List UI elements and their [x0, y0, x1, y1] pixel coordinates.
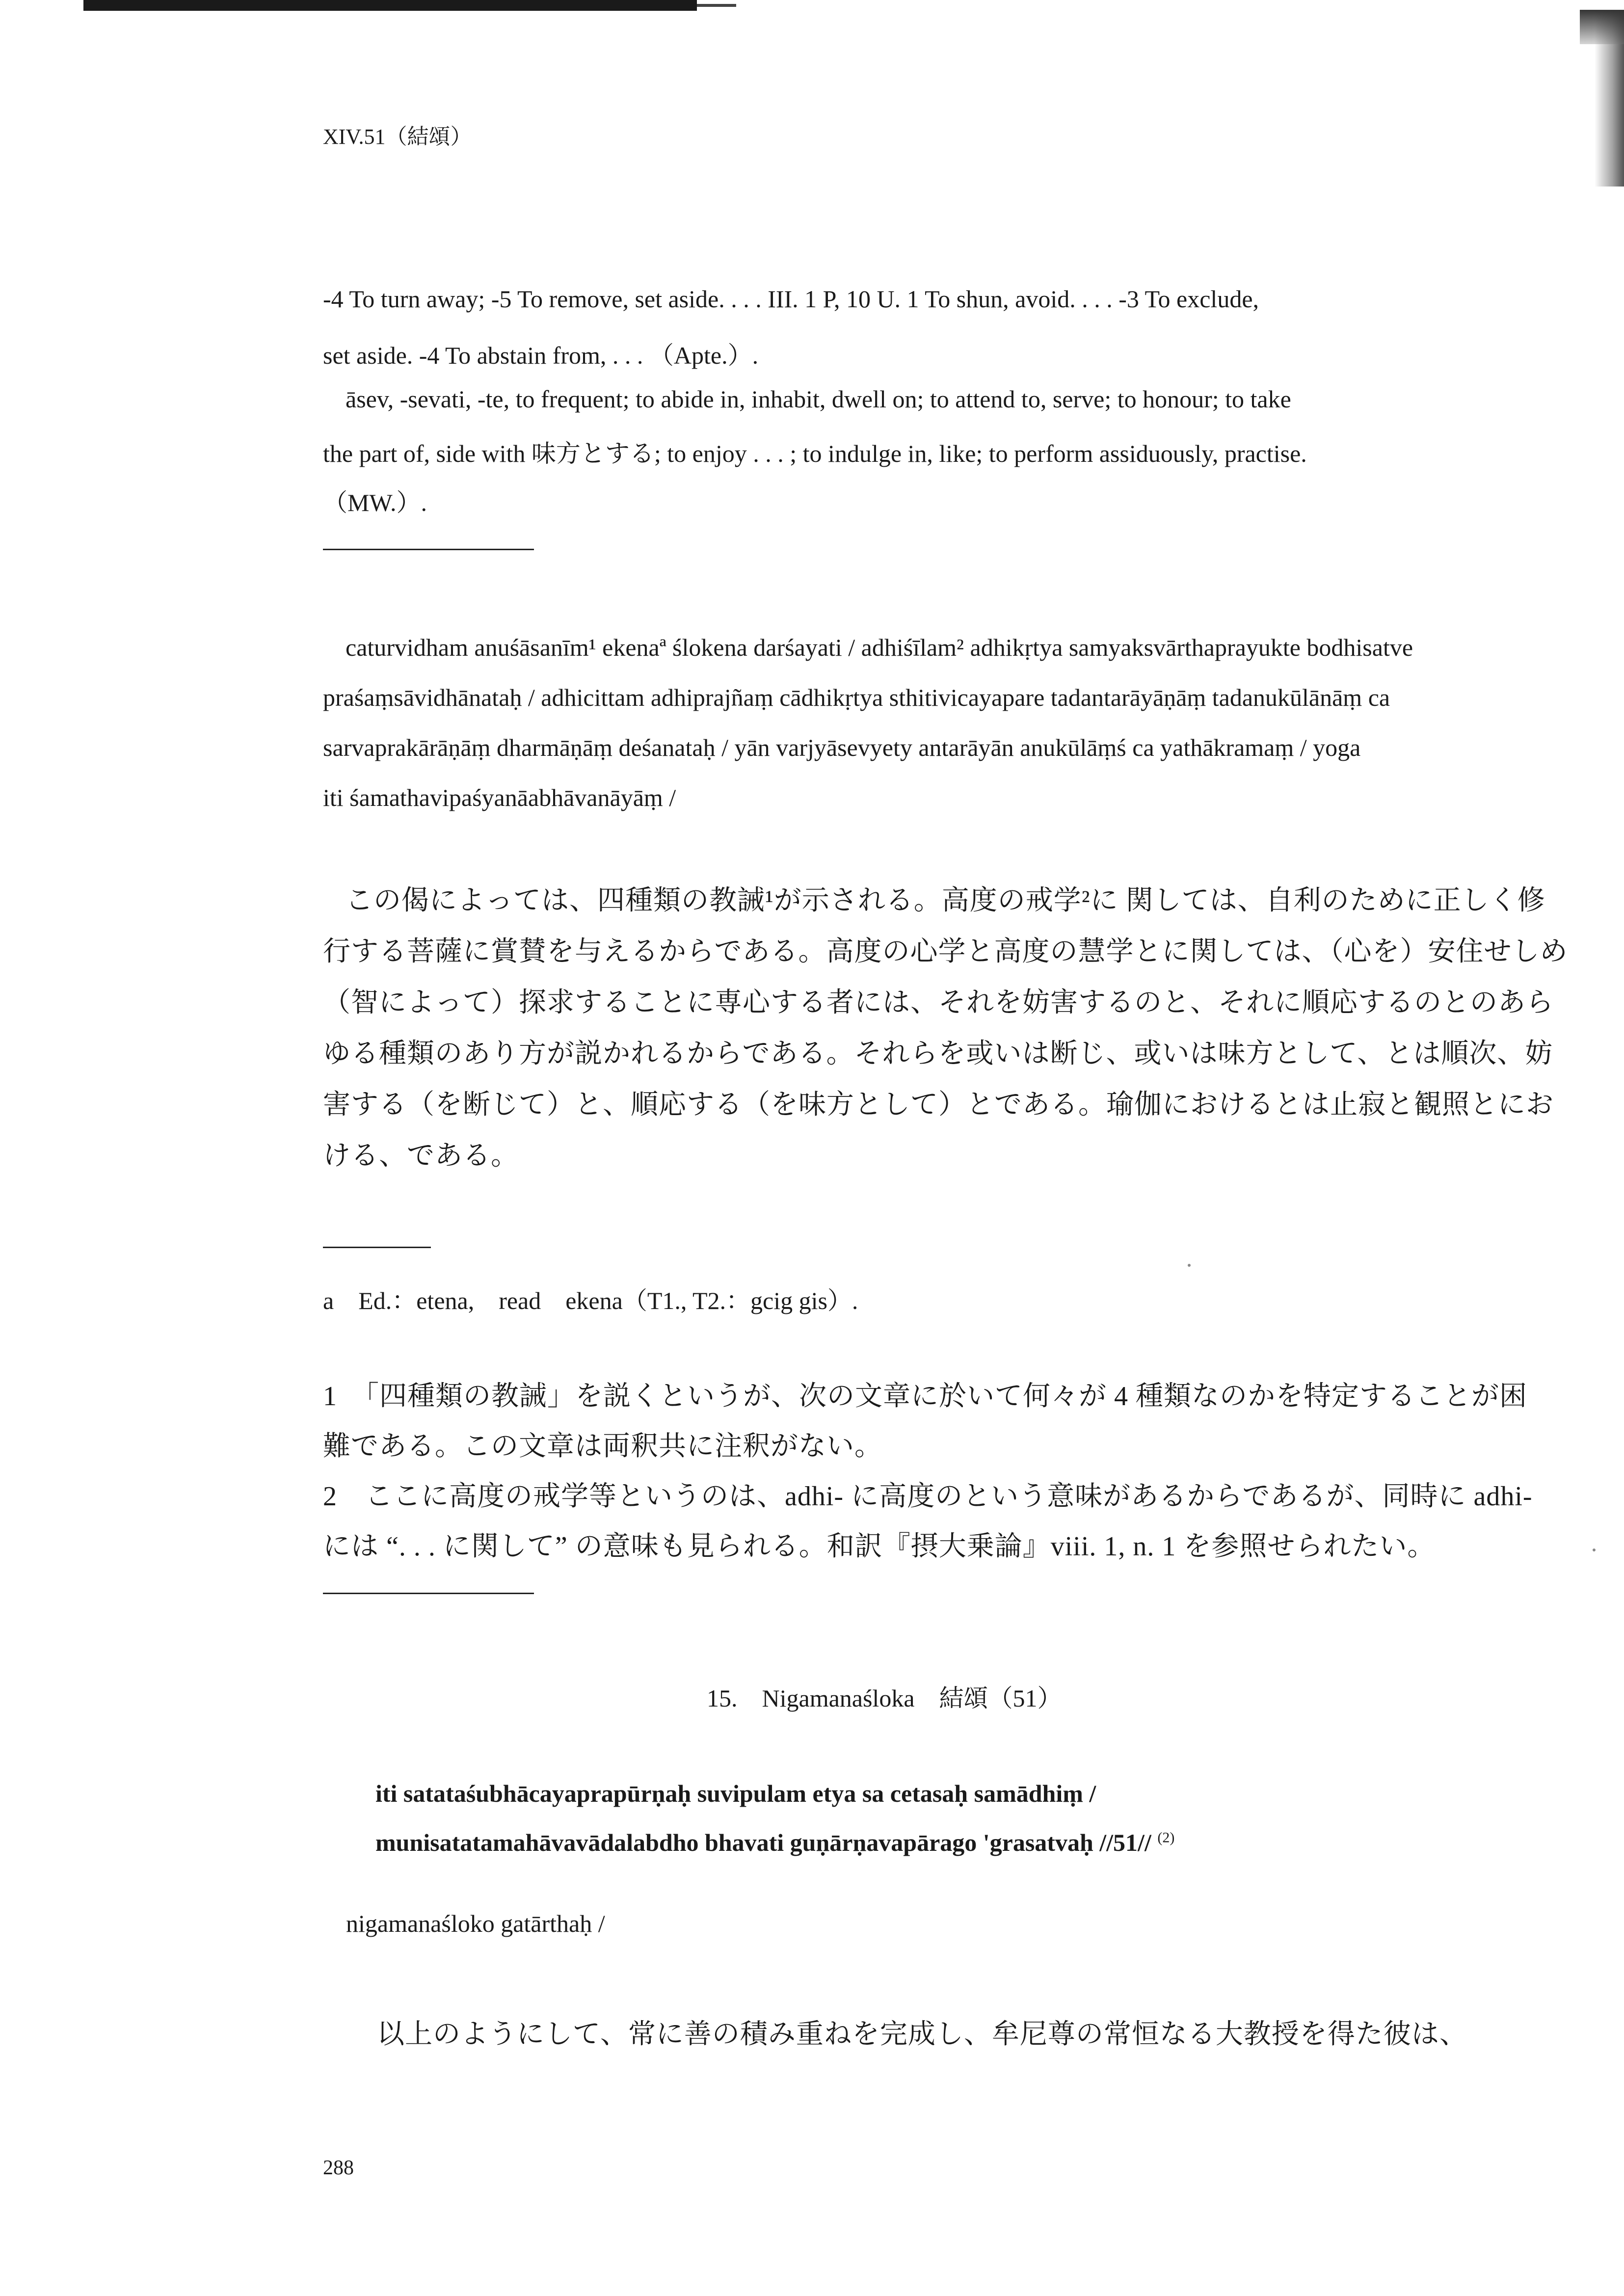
- scan-shadow-corner: [1580, 10, 1624, 44]
- note-a: a Ed.：etena, read ekena（T1., T2.：gcig gis）.: [323, 1287, 858, 1314]
- dict-line-3: āsev, -sevati, -te, to frequent; to abide in, inhabit, dwell on; to attend to, serve; to honour; to take: [346, 385, 1291, 413]
- scan-speck: [1593, 1548, 1596, 1551]
- note-1-line-2: 難である。この文章は両釈共に注釈がない。: [323, 1431, 882, 1462]
- verse-line-2-text: munisatatamahāvavādalabdho bhavati guṇārṇavapārago 'grasatvaḥ //51//: [375, 1829, 1151, 1856]
- running-header: XIV.51（結頌）: [323, 125, 472, 149]
- jp-line-1: この偈によっては、四種類の教誡¹が示される。高度の戒学²に 関しては、自利のために正しく修: [346, 885, 1545, 916]
- commentary-line: nigamanaśloko gatārthaḥ /: [346, 1910, 605, 1937]
- scan-border-top: [83, 0, 697, 11]
- sanskrit-line-2: praśaṃsāvidhānataḥ / adhicittam adhiprajñaṃ cādhikṛtya sthitivicayapare tadantarāyāṇāṃ tadanukūlānāṃ ca: [323, 684, 1390, 711]
- verse-line-2: [375, 1828, 1174, 1857]
- jp-line-2: 行する菩薩に賞賛を与えるからである。高度の心学と高度の慧学とに関しては、（心を）安住せしめ: [323, 936, 1568, 967]
- note-2-line-2: には “. . . に関して” の意味も見られる。和訳『摂大乗論』viii. 1, n. 1 を参照せられたい。: [323, 1531, 1436, 1562]
- scan-speck: [1188, 1264, 1191, 1267]
- dict-line-5: （MW.）.: [323, 489, 427, 516]
- separator-rule-2: [323, 1247, 431, 1248]
- separator-rule-3: [323, 1593, 534, 1594]
- scan-border-top-thin: [697, 4, 736, 7]
- jp-line-5: 害する（を断じて）と、順応する（を味方として）とである。瑜伽におけるとは止寂と観照とにお: [323, 1090, 1554, 1120]
- dict-line-2: set aside. -4 To abstain from, . . . （Apte.）.: [323, 342, 759, 369]
- dict-line-1: -4 To turn away; -5 To remove, set aside. . . . III. 1 P, 10 U. 1 To shun, avoid. . . . -3 To exclude,: [323, 285, 1259, 313]
- verse-line-1: iti satataśubhācayaprapūrṇaḥ suvipulam etya sa cetasaḥ samādhiṃ /: [375, 1780, 1096, 1807]
- sanskrit-line-4: iti śamathavipaśyanāabhāvanāyāṃ /: [323, 784, 676, 811]
- sanskrit-line-3: sarvaprakārāṇāṃ dharmāṇāṃ deśanataḥ / yān varjyāsevyety antarāyān anukūlāṃś ca yathākramaṃ / yoga: [323, 734, 1361, 761]
- jp-line-6: ける、である。: [323, 1141, 519, 1171]
- sanskrit-line-1: caturvidham anuśāsanīm¹ ekenaª ślokena darśayati / adhiśīlam² adhikṛtya samyaksvārthaprayukte bodhisatve: [346, 634, 1413, 661]
- section-title: 15. Nigamanaśloka 結頌（51）: [707, 1684, 1062, 1712]
- separator-rule-1: [323, 549, 534, 550]
- dict-line-4: the part of, side with 味方とする; to enjoy . . . ; to indulge in, like; to perform assiduously, practise.: [323, 440, 1307, 467]
- jp-line-4: ゆる種類のあり方が説かれるからである。それらを或いは断じ、或いは味方として、とは順次、妨: [323, 1039, 1553, 1069]
- note-2-line-1: 2 ここに高度の戒学等というのは、adhi- に高度のという意味があるからであるが、同時に adhi-: [323, 1481, 1533, 1512]
- jp-line-3: （智によって）探求することに専心する者には、それを妨害するのと、それに順応するのとのあら: [323, 988, 1554, 1018]
- page-number: 288: [323, 2157, 354, 2179]
- note-1-line-1: 1 「四種類の教誡」を説くというが、次の文章に於いて何々が 4 種類なのかを特定することが困: [323, 1381, 1527, 1412]
- translation-line: 以上のようにして、常に善の積み重ねを完成し、牟尼尊の常恒なる大教授を得た彼は、: [377, 2019, 1467, 2050]
- verse-footnote-marker: (2): [1157, 1829, 1175, 1846]
